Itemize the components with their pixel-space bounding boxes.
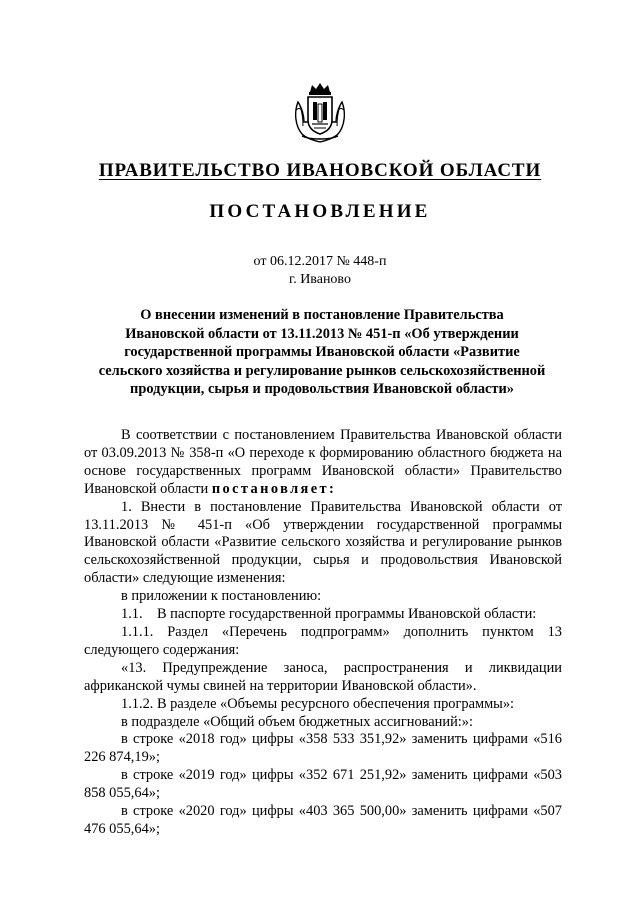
document-subject	[84, 306, 560, 399]
body-paragraph: «13. Предупреждение заноса, распространения и ликвидации африканской чумы свиней на территории Ивановской области».	[84, 659, 562, 694]
document-type: ПОСТАНОВЛЕНИЕ	[209, 201, 431, 222]
preamble-paragraph	[84, 427, 562, 499]
body-paragraph: 1.1.2. В разделе «Объемы ресурсного обеспечения программы»:	[121, 695, 515, 712]
date-number: от 06.12.2017 № 448-п	[253, 254, 387, 269]
body-paragraph: в строке «2018 год» цифры «358 533 351,92» заменить цифрами «516 226 874,19»;	[84, 731, 562, 766]
body-paragraph: в строке «2019 год» цифры «352 671 251,92» заменить цифрами «503 858 055,64»;	[84, 767, 562, 802]
resolves-word: постановляет:	[211, 480, 337, 497]
document-body	[84, 427, 562, 839]
subject-line: Ивановской области от 13.11.2013 № 451-п «Об утверждении	[125, 325, 519, 342]
subject-line: сельского хозяйства и регулирование рынков сельскохозяйственной	[98, 362, 546, 379]
subject-line: государственной программы Ивановской области «Развитие	[124, 344, 520, 360]
body-paragraph: в приложении к постановлению:	[121, 588, 322, 605]
subject-line: О внесении изменений в постановление Правительства	[140, 307, 504, 323]
body-paragraph: 1.1.1. Раздел «Перечень подпрограмм» дополнить пунктом 13 следующего содержания:	[84, 623, 562, 658]
government-title: ПРАВИТЕЛЬСТВО ИВАНОВСКОЙ ОБЛАСТИ	[98, 160, 542, 181]
body-paragraph: в подразделе «Общий объем бюджетных ассигнований:»:	[121, 713, 473, 730]
coat-of-arms-icon	[292, 82, 348, 144]
body-paragraph: 1.1. В паспорте государственной программы Ивановской области:	[121, 606, 537, 623]
document-meta	[0, 253, 640, 289]
preamble-text: В соответствии с постановлением Правительства Ивановской области от 03.09.2013 № 358-п «О переходе к формированию областного бюджета на основе государственных программ Ивановской области» Правительство Ивановской области	[84, 427, 562, 497]
subject-line: продукции, сырья и продовольствия Ивановской области»	[130, 381, 514, 397]
body-paragraph: 1. Внести в постановление Правительства Ивановской области от 13.11.2013 № 451-п «Об утверждении государственной программы Ивановской области «Развитие сельского хозяйства и регулирование рынков сельскохозяйственной продукции, сырья и продовольствия Ивановской области» следующие изменения:	[84, 498, 562, 587]
body-paragraph: в строке «2020 год» цифры «403 365 500,00» заменить цифрами «507 476 055,64»;	[84, 803, 562, 837]
place: г. Иваново	[289, 272, 351, 287]
